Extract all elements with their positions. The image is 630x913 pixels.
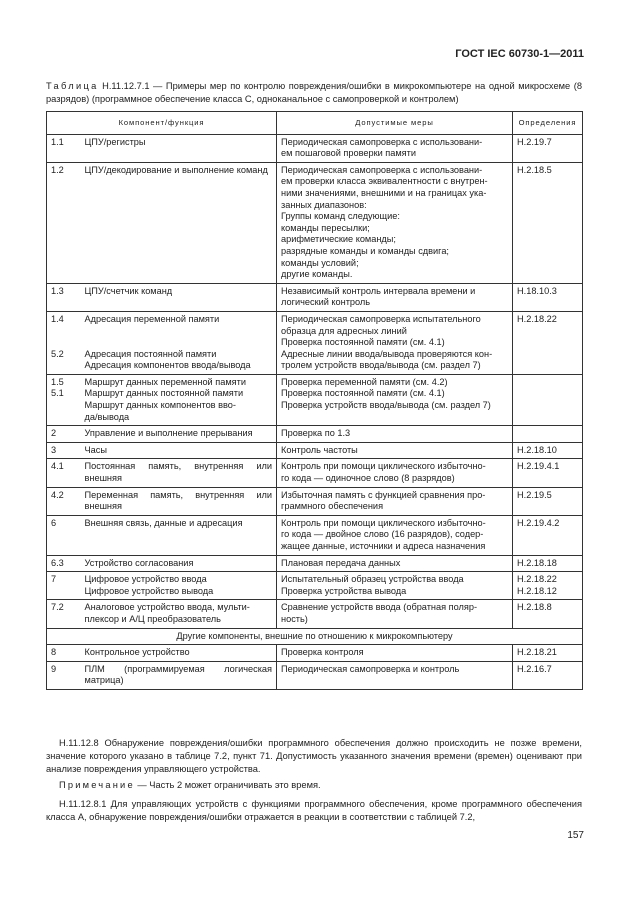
measure-cell	[277, 311, 513, 374]
row-number-cell	[47, 515, 81, 555]
paragraph-h-11-12-8-1: Н.11.12.8.1 Для управляющих устройств с функциями программного обеспечения, кроме программного обеспечения класса А, обнаружение повреждения/ошибки отражается в реакции в соответствии с таблицей 7.2,	[46, 799, 582, 822]
component-line	[85, 337, 273, 349]
definition-cell	[513, 600, 583, 628]
component-line: Маршрут данных постоянной памяти	[84, 388, 244, 399]
definition-cell	[513, 426, 583, 443]
measure-line: Периодическая самопроверка и контроль	[281, 663, 460, 674]
table-caption-label: Таблица	[46, 81, 99, 91]
measure-line: арифметические команды;	[281, 234, 396, 245]
measure-cell	[277, 555, 513, 572]
component-line: Аналоговое устройство ввода, мульти-	[84, 602, 250, 613]
definition-cell	[513, 374, 583, 425]
measure-line: другие команды.	[281, 269, 353, 280]
row-number-cell	[47, 645, 81, 662]
measure-line: Группы команд следующие:	[281, 211, 400, 222]
measure-line: Проверка контроля	[281, 647, 364, 658]
component-cell	[81, 661, 277, 689]
component-line: Маршрут данных переменной памяти	[84, 376, 246, 387]
row-number-cell	[47, 374, 81, 425]
measure-line: Периодическая самопроверка с использовани-	[281, 136, 483, 147]
row-number-line: 7.2	[51, 602, 64, 613]
row-number-cell	[47, 459, 81, 487]
definition-line: Н.2.18.18	[517, 557, 557, 568]
component-line	[85, 326, 273, 338]
row-number-cell	[47, 283, 81, 311]
measure-line: Контроль при помощи циклического избыточно-	[281, 517, 486, 528]
header-measures: Допустимые меры	[277, 112, 513, 135]
component-cell	[81, 162, 277, 283]
section-label: Другие компоненты, внешние по отношению к микрокомпьютеру	[47, 628, 583, 645]
component-line: Цифровое устройство вывода	[84, 585, 214, 596]
table-row	[47, 426, 583, 443]
row-number-line: 6	[51, 517, 57, 528]
table-row	[47, 162, 583, 283]
measure-cell	[277, 459, 513, 487]
definition-line: Н.2.16.7	[517, 663, 552, 674]
measure-line: Испытательный образец устройства ввода	[281, 574, 464, 585]
component-line: плексор и А/Ц преобразователь	[84, 613, 221, 624]
row-number-cell	[47, 134, 81, 162]
measure-line: Проверка постоянной памяти (см. 4.1)	[281, 388, 445, 399]
row-number-line: 6.3	[51, 557, 64, 568]
measure-line: Проверка постоянной памяти (см. 4.1)	[281, 337, 445, 348]
measure-line: Независимый контроль интервала времени и	[281, 285, 476, 296]
table-caption	[46, 80, 582, 106]
row-number-line: 4.1	[51, 461, 64, 472]
measure-cell	[277, 661, 513, 689]
component-cell	[81, 311, 277, 374]
component-cell	[81, 572, 277, 600]
row-number-cell	[47, 426, 81, 443]
note-label: Примечание	[59, 780, 135, 790]
header-definitions: Определения	[513, 112, 583, 135]
table-row	[47, 283, 583, 311]
row-number-cell	[47, 311, 81, 374]
component-line: Цифровое устройство ввода	[84, 574, 207, 585]
component-cell	[81, 555, 277, 572]
table-row	[47, 555, 583, 572]
definition-cell	[513, 442, 583, 459]
definition-cell	[513, 311, 583, 374]
note	[46, 779, 582, 792]
definition-line: Н.2.18.22	[517, 574, 557, 585]
definition-line: Н.2.18.10	[517, 444, 557, 455]
row-number-line: 3	[51, 444, 57, 455]
component-line: Внешняя связь, данные и адресация	[84, 517, 243, 528]
definition-line: Н.2.18.21	[517, 647, 557, 658]
definition-cell	[513, 555, 583, 572]
component-line: ЦПУ/декодирование и выполнение команд	[84, 164, 268, 175]
measure-line: тролем устройств ввода/вывода (см. раздел 7)	[281, 360, 481, 371]
definition-line	[517, 377, 578, 389]
component-cell	[81, 515, 277, 555]
measure-line: жащее данные, источники и адреса назначения	[281, 541, 486, 551]
definition-cell	[513, 661, 583, 689]
measure-cell	[277, 487, 513, 515]
definition-line: Н.2.19.7	[517, 136, 552, 147]
row-number-cell	[47, 572, 81, 600]
definition-line: Н.2.18.12	[517, 585, 557, 596]
measure-line: Периодическая самопроверка с использовани-	[281, 164, 483, 175]
row-number-line: 1.2	[51, 164, 64, 175]
table-row	[47, 600, 583, 628]
definition-line: Н.2.18.22	[517, 313, 557, 324]
row-number-cell	[47, 442, 81, 459]
measure-line: Контроль частоты	[281, 444, 358, 455]
definition-line	[517, 428, 578, 440]
measure-line: Проверка устройства вывода	[281, 585, 407, 596]
table-row	[47, 134, 583, 162]
definition-cell	[513, 162, 583, 283]
component-line: да/вывода	[84, 411, 130, 422]
table-row	[47, 661, 583, 689]
measure-cell	[277, 134, 513, 162]
row-number-cell	[47, 661, 81, 689]
component-cell	[81, 283, 277, 311]
measure-line: разрядные команды и команды сдвига;	[281, 245, 449, 256]
row-number-line	[51, 337, 77, 349]
measure-line: Избыточная память с функцией сравнения про-	[281, 489, 486, 500]
component-line: Маршрут данных компонентов вво-	[84, 400, 236, 411]
measure-line: Проверка по 1.3	[281, 428, 351, 439]
measure-line: команды пересылки;	[281, 222, 370, 233]
measure-line: логический контроль	[281, 297, 371, 308]
component-line: ПЛМ (программируемая логическая матрица)	[84, 663, 273, 686]
measure-line: граммного обеспечения	[281, 501, 384, 512]
row-number-line: 2	[51, 428, 57, 439]
table-row	[47, 374, 583, 425]
header-component: Компонент/функция	[47, 112, 277, 135]
definition-line: Н.2.19.5	[517, 489, 552, 500]
component-cell	[81, 487, 277, 515]
measure-line: Сравнение устройств ввода (обратная поляр-	[281, 602, 478, 613]
row-number-line: 1.1	[51, 136, 64, 147]
row-number-line	[51, 326, 77, 338]
table-row	[47, 311, 583, 374]
row-number-line: 4.2	[51, 489, 64, 500]
row-number-line: 7	[51, 574, 57, 585]
definition-cell	[513, 645, 583, 662]
component-cell	[81, 374, 277, 425]
measure-cell	[277, 426, 513, 443]
row-number-line: 5.2	[51, 348, 64, 359]
measure-cell	[277, 572, 513, 600]
row-number-line: 1.5	[51, 376, 64, 387]
row-number-cell	[47, 487, 81, 515]
measure-line: ем пошаговой проверки памяти	[281, 148, 417, 159]
measure-line: го кода — одиночное слово (8 разрядов)	[281, 473, 455, 484]
component-cell	[81, 442, 277, 459]
row-number-cell	[47, 600, 81, 628]
component-cell	[81, 134, 277, 162]
definition-cell	[513, 459, 583, 487]
measure-line: ними значениями, внешними и на границах ука-	[281, 187, 487, 198]
measure-line: го кода — двойное слово (16 разрядов), содер-	[281, 529, 484, 540]
row-number-line: 1.3	[51, 285, 64, 296]
table-row	[47, 515, 583, 555]
component-line: Контрольное устройство	[84, 647, 190, 658]
row-number-cell	[47, 555, 81, 572]
measure-line: ность)	[281, 613, 308, 624]
definition-line: Н.2.18.5	[517, 164, 552, 175]
component-line: Постоянная память, внутренняя или внешняя	[84, 461, 273, 484]
component-line: Переменная память, внутренняя или внешняя	[84, 489, 273, 512]
component-line: Устройство согласования	[84, 557, 194, 568]
measure-line: ем проверки класса эквивалентности с внутрен-	[281, 176, 488, 187]
table-body-external	[47, 645, 583, 690]
measure-cell	[277, 374, 513, 425]
table-caption-text: Н.11.12.7.1 — Примеры мер по контролю повреждения/ошибки в микрокомпьютере на одной микросхеме (8 разрядов) (программное обеспечение класса С, одноканальное с самопроверкой и контролем)	[46, 81, 582, 104]
definition-line: Н.18.10.3	[517, 285, 557, 296]
row-number-line: 5.1	[51, 388, 64, 399]
table-row	[47, 572, 583, 600]
table-row	[47, 645, 583, 662]
component-line: Часы	[84, 444, 107, 455]
component-cell	[81, 459, 277, 487]
measure-line: Контроль при помощи циклического избыточно-	[281, 461, 486, 472]
measure-cell	[277, 162, 513, 283]
measure-line: Проверка переменной памяти (см. 4.2)	[281, 376, 448, 387]
note-text: — Часть 2 может ограничивать это время.	[134, 780, 321, 790]
page-number: 157	[567, 830, 584, 841]
table-header-row	[47, 112, 583, 135]
component-line: ЦПУ/регистры	[84, 136, 146, 147]
definition-cell	[513, 134, 583, 162]
component-line: Адресация компонентов ввода/вывода	[84, 360, 251, 371]
measure-line: команды условий;	[281, 257, 359, 268]
measure-line: занных диапазонов:	[281, 199, 367, 210]
component-cell	[81, 645, 277, 662]
measure-cell	[277, 283, 513, 311]
table-row	[47, 442, 583, 459]
measure-cell	[277, 442, 513, 459]
component-line: Адресация постоянной памяти	[84, 348, 217, 359]
measure-cell	[277, 515, 513, 555]
definition-cell	[513, 487, 583, 515]
component-line: Адресация переменной памяти	[84, 313, 220, 324]
row-number-line: 1.4	[51, 313, 64, 324]
measures-table	[46, 111, 583, 690]
component-cell	[81, 426, 277, 443]
definition-line: Н.2.18.8	[517, 602, 552, 613]
definition-cell	[513, 572, 583, 600]
measure-line: Периодическая самопроверка испытательного	[281, 313, 481, 324]
definition-line: Н.2.19.4.2	[517, 517, 560, 528]
row-number-line: 8	[51, 647, 57, 658]
measure-line: Плановая передача данных	[281, 557, 401, 568]
paragraph-h-11-12-8: Н.11.12.8 Обнаружение повреждения/ошибки программного обеспечения должно происходить не позже времени, значение которого указано в таблице 7.2, пункт 71. Допустимость указанного значения времени (времен) оценивают при анализе повреждения управляющего устройства.	[46, 738, 582, 774]
measure-cell	[277, 645, 513, 662]
definition-cell	[513, 515, 583, 555]
document-standard-header: ГОСТ IEC 60730-1—2011	[455, 48, 584, 60]
definition-line: Н.2.19.4.1	[517, 461, 560, 472]
measure-line: Адресные линии ввода/вывода проверяются кон-	[281, 348, 493, 359]
row-number-cell	[47, 162, 81, 283]
row-number-line: 9	[51, 663, 57, 674]
measure-line: Проверка устройств ввода/вывода (см. раздел 7)	[281, 400, 491, 411]
table-body	[47, 134, 583, 628]
measure-cell	[277, 600, 513, 628]
component-line: Управление и выполнение прерывания	[84, 428, 253, 439]
section-row	[47, 628, 583, 645]
definition-cell	[513, 283, 583, 311]
component-cell	[81, 600, 277, 628]
component-line: ЦПУ/счетчик команд	[84, 285, 173, 296]
table-row	[47, 487, 583, 515]
measure-line: образца для адресных линий	[281, 325, 407, 336]
table-row	[47, 459, 583, 487]
